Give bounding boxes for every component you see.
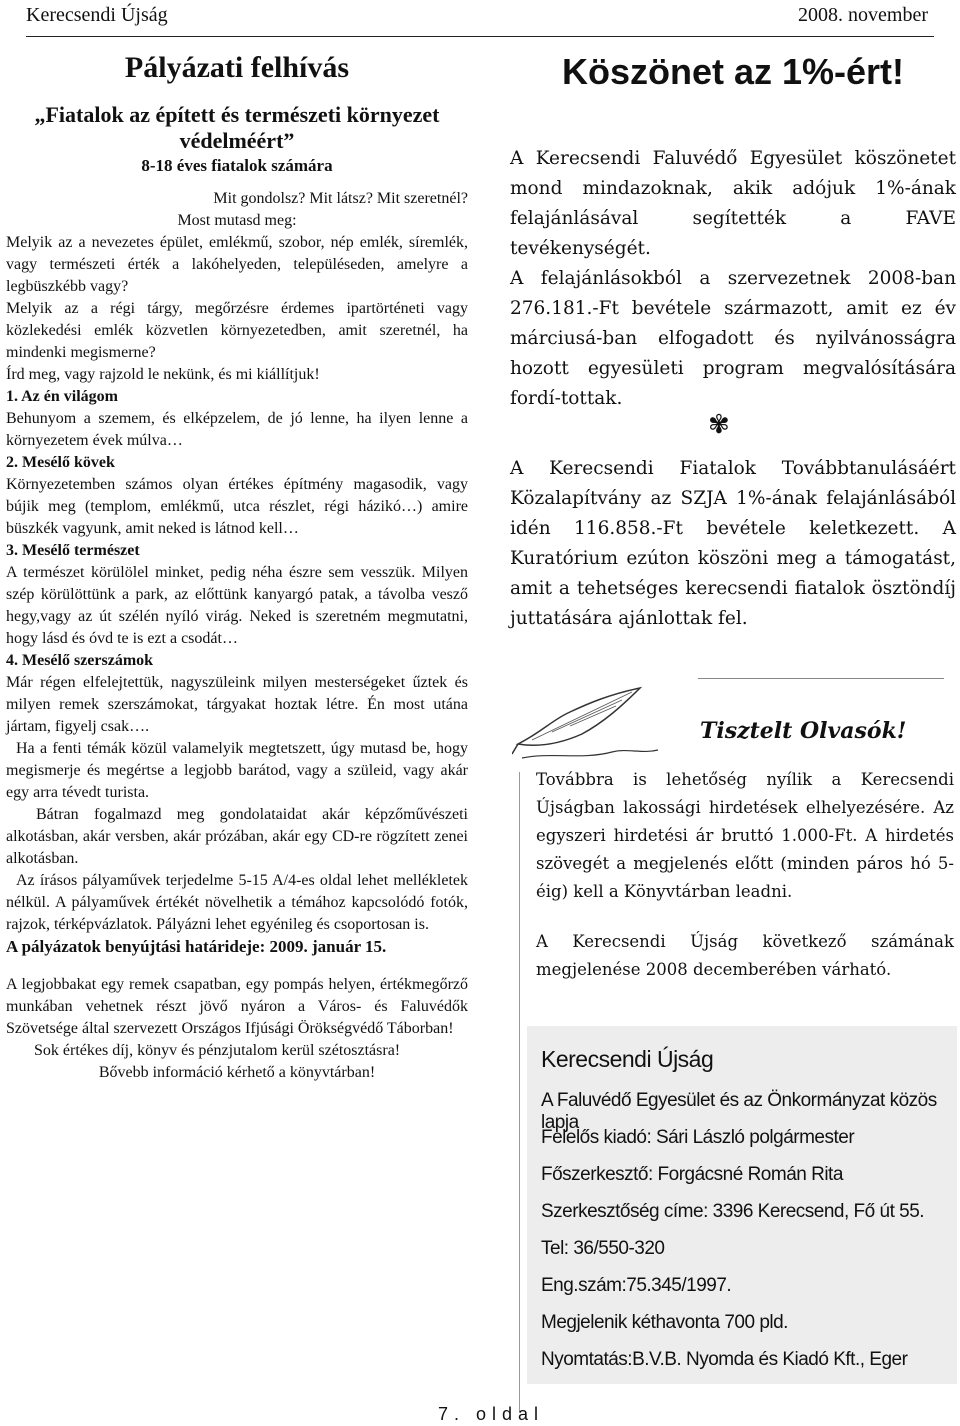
body-paragraph-3: Az írásos pályaművek terjedelme 5-15 A/4-es oldal lehet mellékletek nélkül. A pályaművek értékét növelhetik a témához kapcsolódó fotók, rajzok, térképvázlatok. Pályázni lehet egyénileg és csoportosan is. [6, 872, 468, 933]
imprint-line-7: Megjelenik kéthavonta 700 pld. [541, 1312, 788, 1333]
intro-paragraph-2: Melyik az a régi tárgy, megőrzésre érdemes ipartörténeti vagy közlekedési emlék közvetlen környezetedben, amit szeretnél, ha mindenki megismerne? [6, 300, 468, 361]
question-line: Mit gondolsz? Mit látsz? Mit szeretnél? [213, 190, 468, 207]
section-4-text: Már régen elfelejtettük, nagyszüleink milyen mesterségeket űztek és milyen remek szerszámokat, tárgyakat hoztak létre. Én most utána jártam, figyelj csak…. [6, 674, 468, 735]
call-subtitle-2: védelméért” [179, 128, 295, 153]
imprint-line-1: A Faluvédő Egyesület és az Önkormányzat közös lapja [541, 1090, 937, 1133]
section-3-title: 3. Mesélő természet [6, 542, 140, 559]
ads-notice [536, 766, 954, 984]
imprint-line-6: Eng.szám:75.345/1997. [541, 1275, 732, 1296]
section-1-title: 1. Az én világom [6, 388, 118, 405]
show-me-line: Most mutasd meg: [177, 212, 297, 229]
age-range: 8-18 éves fiatalok számára [141, 156, 333, 175]
pen-divider [698, 678, 944, 679]
body-paragraph-2: Bátran fogalmazd meg gondolataidat akár képzőművészeti alkotásban, akár versben, akár prózában, akár egy CD-re rögzített zenei alkotásban. [6, 806, 468, 867]
right-column [510, 50, 956, 634]
imprint-box [527, 1026, 957, 1384]
intro-paragraph-1: Melyik az a nevezetes épület, emlékmű, szobor, nép emlék, síremlék, vagy természeti érték a lakóhelyeden, településeden, amelyre a legbüszkébb vagy? [6, 234, 468, 295]
quill-pen-icon [512, 682, 662, 772]
foundation-paragraph: A Kerecsendi Fiatalok Továbbtanulásáért Közalapítvány az SZJA 1%-ának felajánlásából idén 116.858.-Ft bevétele keletkezett. A Kuratórium ezúton köszöni meg a támogatást, amit a tehetséges kerecsendi fiatalok ösztöndíj juttatására ajánlottak fel. [510, 458, 956, 629]
prize-paragraph-2: Sok értékes díj, könyv és pénzjutalom kerül szétosztásra! [34, 1042, 401, 1059]
body-paragraph-1: Ha a fenti témák közül valamelyik megtetszett, úgy mutasd be, hogy megismerje és megértse a legjobb barátod, vagy a szüleid, vagy akár egy arra tévedt turista. [6, 740, 468, 801]
issue-date: 2008. november [798, 4, 928, 26]
section-4-title: 4. Mesélő szerszámok [6, 652, 154, 669]
section-1-text: Behunyom a szemem, és elképzelem, de jó lenne, ha ilyen lenne a környezetem évek múlva… [6, 410, 468, 449]
fave-paragraph-1: A Kerecsendi Faluvédő Egyesület köszönetet mond mindazoknak, akik adójuk 1%-ának felajánlásával segítették a FAVE tevékenységét. [510, 148, 956, 259]
call-subtitle-1: „Fiatalok az épített és természeti környezet [34, 102, 440, 127]
imprint-line-4: Szerkesztőség címe: 3396 Kerecsend, Fő út 55. [541, 1201, 925, 1222]
intro-paragraph-3: Írd meg, vagy rajzold le nekünk, és mi kiállítjuk! [6, 366, 320, 383]
imprint-title: Kerecsendi Újság [541, 1046, 714, 1072]
section-2-text: Környezetemben számos olyan értékes építmény magasodik, vagy bújik meg (templom, emlékmű, utca részlet, régi házikó…) amire büszkék vagyunk, amit neked is látnod kell… [6, 476, 468, 537]
thanks-title: Köszönet az 1%-ért! [561, 51, 905, 92]
column-divider [519, 772, 520, 1412]
prize-paragraph: A legjobbakat egy remek csapatban, egy pompás helyen, értékmegőrző munkában vehetnek részt jövő nyáron a Város- és Faluvédők Szövetsége által szervezett Országos Ifjúsági Örökségvédő Táborban! [6, 976, 468, 1037]
readers-title: Tisztelt Olvasók! [700, 718, 907, 744]
page-number: 7. oldal [438, 1404, 545, 1424]
publication-name: Kerecsendi Újság [26, 4, 168, 26]
imprint-line-5: Tel: 36/550-320 [541, 1238, 665, 1259]
call-title: Pályázati felhívás [124, 51, 350, 84]
left-column [6, 50, 468, 1084]
next-issue-paragraph: A Kerecsendi Újság következő számának megjelenése 2008 decemberében várható. [536, 932, 954, 979]
info-line: Bővebb információ kérhető a könyvtárban! [98, 1064, 376, 1081]
ads-paragraph: Továbbra is lehetőség nyílik a Kerecsendi Újságban lakossági hirdetések elhelyezésére. Az egyszeri hirdetési ár bruttó 1.000-Ft. A hirdetés szövegét a megjelenés előtt (minden páros hó 5-éig) kell a Könyvtárban leadni. [536, 770, 954, 901]
fave-paragraph-2: A felajánlásokból a szervezetnek 2008-ban 276.181.-Ft bevétele származott, amit ez év márciusá-ban elfogadott és nyilvánosságra hozott egyesületi program megvalósítására fordí-tottak. [510, 268, 956, 409]
deadline: A pályázatok benyújtási határideje: 2009. január 15. [6, 937, 387, 956]
imprint-line-3: Főszerkesztő: Forgácsné Román Rita [541, 1164, 843, 1185]
ornament-icon: ✾ [708, 410, 730, 439]
header-rule [26, 36, 934, 37]
section-3-text: A természet körülölel minket, pedig néha észre sem vesszük. Milyen szép körülöttünk a park, az előttünk kanyargó patak, a távolba vesző hegy,vagy az út szélén nyíló virág. Neked is szeretném megmutatni, hogy lásd és óvd te is ezt a csodát… [6, 564, 468, 647]
imprint-line-8: Nyomtatás:B.V.B. Nyomda és Kiadó Kft., Eger [541, 1349, 908, 1370]
section-2-title: 2. Mesélő kövek [6, 454, 115, 471]
imprint-line-2: Felelős kiadó: Sári László polgármester [541, 1127, 855, 1148]
